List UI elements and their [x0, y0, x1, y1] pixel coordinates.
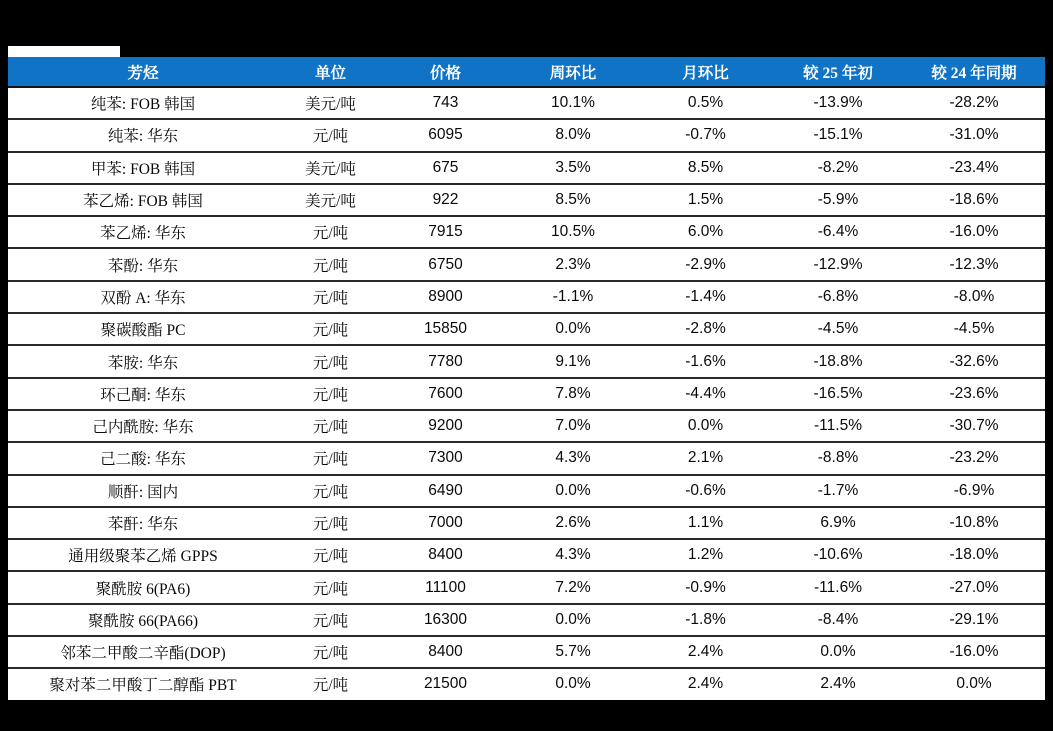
unit-cell: 元/吨 — [278, 345, 383, 377]
name-cell: 顺酐: 国内 — [8, 475, 278, 507]
name-cell: 纯苯: 华东 — [8, 119, 278, 151]
name-cell: 甲苯: FOB 韩国 — [8, 152, 278, 184]
price-cell: 6490 — [383, 475, 508, 507]
table-row — [8, 442, 1045, 474]
table-row — [8, 87, 1045, 119]
mom-cell: -4.4% — [638, 378, 773, 410]
aromatics-price-table — [8, 57, 1045, 703]
mom-cell: 1.2% — [638, 539, 773, 571]
ytd-cell: 2.4% — [773, 668, 903, 701]
wow-cell: 10.5% — [508, 216, 638, 248]
name-cell: 苯乙烯: FOB 韩国 — [8, 184, 278, 216]
name-cell: 苯胺: 华东 — [8, 345, 278, 377]
mom-cell: 0.5% — [687, 94, 724, 112]
yoy-cell: -18.6% — [903, 184, 1045, 216]
price-cell: 8900 — [383, 281, 508, 313]
name-cell: 聚碳酸酯 PC — [8, 313, 278, 345]
mom-cell: -1.6% — [638, 345, 773, 377]
ytd-cell: -1.7% — [773, 475, 903, 507]
yoy-cell: -12.3% — [903, 248, 1045, 280]
column-header-mom: 月环比 — [638, 57, 773, 87]
table-row — [8, 345, 1045, 377]
unit-cell: 元/吨 — [278, 410, 383, 442]
table-header-row — [8, 57, 1045, 87]
mom-cell: 8.5% — [638, 152, 773, 184]
mom-cell: 1.5% — [638, 184, 773, 216]
unit-cell: 元/吨 — [278, 248, 383, 280]
mom-cell: -0.9% — [638, 571, 773, 603]
price-cell: 675 — [383, 152, 508, 184]
ytd-cell: -8.4% — [773, 604, 903, 636]
wow-cell: 2.6% — [508, 507, 638, 539]
unit-cell: 元/吨 — [278, 119, 383, 151]
name-cell: 苯乙烯: 华东 — [8, 216, 278, 248]
mom-cell: -2.8% — [638, 313, 773, 345]
yoy-cell: -23.6% — [903, 378, 1045, 410]
table-row — [8, 604, 1045, 636]
ytd-cell: -11.5% — [773, 410, 903, 442]
price-cell: 7780 — [383, 345, 508, 377]
yoy-cell: -23.4% — [903, 152, 1045, 184]
table-row — [8, 248, 1045, 280]
unit-cell: 元/吨 — [278, 216, 383, 248]
unit-cell: 元/吨 — [278, 378, 383, 410]
ytd-cell: -16.5% — [773, 378, 903, 410]
wow-cell: 0.0% — [508, 668, 638, 701]
column-header-wow: 周环比 — [508, 57, 638, 87]
column-header-name: 芳烃 — [8, 57, 278, 87]
wow-cell: 10.1% — [551, 94, 595, 112]
yoy-cell: -10.8% — [903, 507, 1045, 539]
table-row — [8, 539, 1045, 571]
ytd-cell: 0.0% — [773, 636, 903, 668]
ytd-cell: -15.1% — [773, 119, 903, 151]
name-cell: 双酚 A: 华东 — [8, 281, 278, 313]
unit-cell: 元/吨 — [278, 539, 383, 571]
wow-cell: 4.3% — [508, 442, 638, 474]
wow-cell: 4.3% — [508, 539, 638, 571]
table-row — [8, 216, 1045, 248]
price-cell: 21500 — [383, 668, 508, 701]
table-row — [8, 184, 1045, 216]
table-row — [8, 507, 1045, 539]
unit-cell: 元/吨 — [278, 442, 383, 474]
mom-cell: 2.1% — [638, 442, 773, 474]
unit-cell: 元/吨 — [278, 571, 383, 603]
ytd-cell: -6.8% — [773, 281, 903, 313]
ytd-cell: -6.4% — [773, 216, 903, 248]
yoy-cell: -27.0% — [903, 571, 1045, 603]
yoy-cell: -4.5% — [903, 313, 1045, 345]
column-header-price: 价格 — [383, 57, 508, 87]
ytd-cell: -8.8% — [773, 442, 903, 474]
price-cell: 922 — [383, 184, 508, 216]
mom-cell: 1.1% — [638, 507, 773, 539]
wow-cell: 0.0% — [508, 475, 638, 507]
ytd-cell: -13.9% — [813, 94, 863, 112]
yoy-cell: -16.0% — [903, 636, 1045, 668]
yoy-cell: -30.7% — [903, 410, 1045, 442]
mom-cell: 2.4% — [638, 668, 773, 701]
unit-cell: 美元/吨 — [305, 96, 356, 114]
name-cell: 纯苯: FOB 韩国 — [90, 96, 196, 114]
mom-cell: 0.0% — [638, 410, 773, 442]
mom-cell: -0.6% — [638, 475, 773, 507]
mom-cell: -1.4% — [638, 281, 773, 313]
wow-cell: 0.0% — [508, 313, 638, 345]
yoy-cell: -29.1% — [903, 604, 1045, 636]
wow-cell: 8.5% — [508, 184, 638, 216]
unit-cell: 元/吨 — [278, 668, 383, 701]
name-cell: 环己酮: 华东 — [8, 378, 278, 410]
yoy-cell: -16.0% — [903, 216, 1045, 248]
yoy-cell: -28.2% — [949, 94, 999, 112]
name-cell: 通用级聚苯乙烯 GPPS — [8, 539, 278, 571]
wow-cell: 9.1% — [508, 345, 638, 377]
unit-cell: 元/吨 — [278, 281, 383, 313]
price-cell: 15850 — [383, 313, 508, 345]
unit-cell: 美元/吨 — [278, 152, 383, 184]
yoy-cell: -31.0% — [903, 119, 1045, 151]
price-cell: 6750 — [383, 248, 508, 280]
mom-cell: -0.7% — [638, 119, 773, 151]
price-cell: 743 — [432, 94, 459, 112]
name-cell: 邻苯二甲酸二辛酯(DOP) — [8, 636, 278, 668]
wow-cell: 7.0% — [508, 410, 638, 442]
table-row — [8, 410, 1045, 442]
unit-cell: 元/吨 — [278, 636, 383, 668]
ytd-cell: -18.8% — [773, 345, 903, 377]
mom-cell: -1.8% — [638, 604, 773, 636]
table-row — [8, 313, 1045, 345]
column-header-ytd: 较 25 年初 — [773, 57, 903, 87]
table-row — [8, 281, 1045, 313]
price-cell: 7300 — [383, 442, 508, 474]
ytd-cell: -11.6% — [773, 571, 903, 603]
price-cell: 11100 — [383, 571, 508, 603]
price-cell: 8400 — [383, 539, 508, 571]
unit-cell: 元/吨 — [278, 475, 383, 507]
unit-cell: 元/吨 — [278, 313, 383, 345]
table-row — [8, 119, 1045, 151]
yoy-cell: -6.9% — [903, 475, 1045, 507]
column-header-yoy: 较 24 年同期 — [903, 57, 1045, 87]
unit-cell: 元/吨 — [278, 604, 383, 636]
price-cell: 7000 — [383, 507, 508, 539]
price-cell: 7600 — [383, 378, 508, 410]
price-cell: 9200 — [383, 410, 508, 442]
table-row — [8, 636, 1045, 668]
mom-cell: 2.4% — [638, 636, 773, 668]
name-cell: 聚对苯二甲酸丁二醇酯 PBT — [8, 668, 278, 701]
ytd-cell: -4.5% — [773, 313, 903, 345]
ytd-cell: 6.9% — [773, 507, 903, 539]
name-cell: 苯酐: 华东 — [8, 507, 278, 539]
wow-cell: 8.0% — [508, 119, 638, 151]
yoy-cell: -8.0% — [903, 281, 1045, 313]
price-cell: 16300 — [383, 604, 508, 636]
wow-cell: 0.0% — [508, 604, 638, 636]
table-row — [8, 571, 1045, 603]
mom-cell: -2.9% — [638, 248, 773, 280]
table-row — [8, 152, 1045, 184]
ytd-cell: -12.9% — [773, 248, 903, 280]
ytd-cell: -10.6% — [773, 539, 903, 571]
price-cell: 6095 — [383, 119, 508, 151]
mom-cell: 6.0% — [638, 216, 773, 248]
column-header-unit: 单位 — [278, 57, 383, 87]
yoy-cell: -18.0% — [903, 539, 1045, 571]
name-cell: 聚酰胺 6(PA6) — [8, 571, 278, 603]
wow-cell: 5.7% — [508, 636, 638, 668]
table-row — [8, 668, 1045, 701]
name-cell: 己二酸: 华东 — [8, 442, 278, 474]
wow-cell: 7.8% — [508, 378, 638, 410]
name-cell: 苯酚: 华东 — [8, 248, 278, 280]
unit-cell: 元/吨 — [278, 507, 383, 539]
table-row — [8, 378, 1045, 410]
wow-cell: 7.2% — [508, 571, 638, 603]
ytd-cell: -5.9% — [773, 184, 903, 216]
unit-cell: 美元/吨 — [278, 184, 383, 216]
yoy-cell: -32.6% — [903, 345, 1045, 377]
wow-cell: 3.5% — [508, 152, 638, 184]
price-cell: 7915 — [383, 216, 508, 248]
table-row — [8, 475, 1045, 507]
ytd-cell: -8.2% — [773, 152, 903, 184]
yoy-cell: -23.2% — [903, 442, 1045, 474]
name-cell: 聚酰胺 66(PA66) — [8, 604, 278, 636]
price-cell: 8400 — [383, 636, 508, 668]
wow-cell: 2.3% — [508, 248, 638, 280]
wow-cell: -1.1% — [508, 281, 638, 313]
name-cell: 己内酰胺: 华东 — [8, 410, 278, 442]
yoy-cell: 0.0% — [903, 668, 1045, 701]
